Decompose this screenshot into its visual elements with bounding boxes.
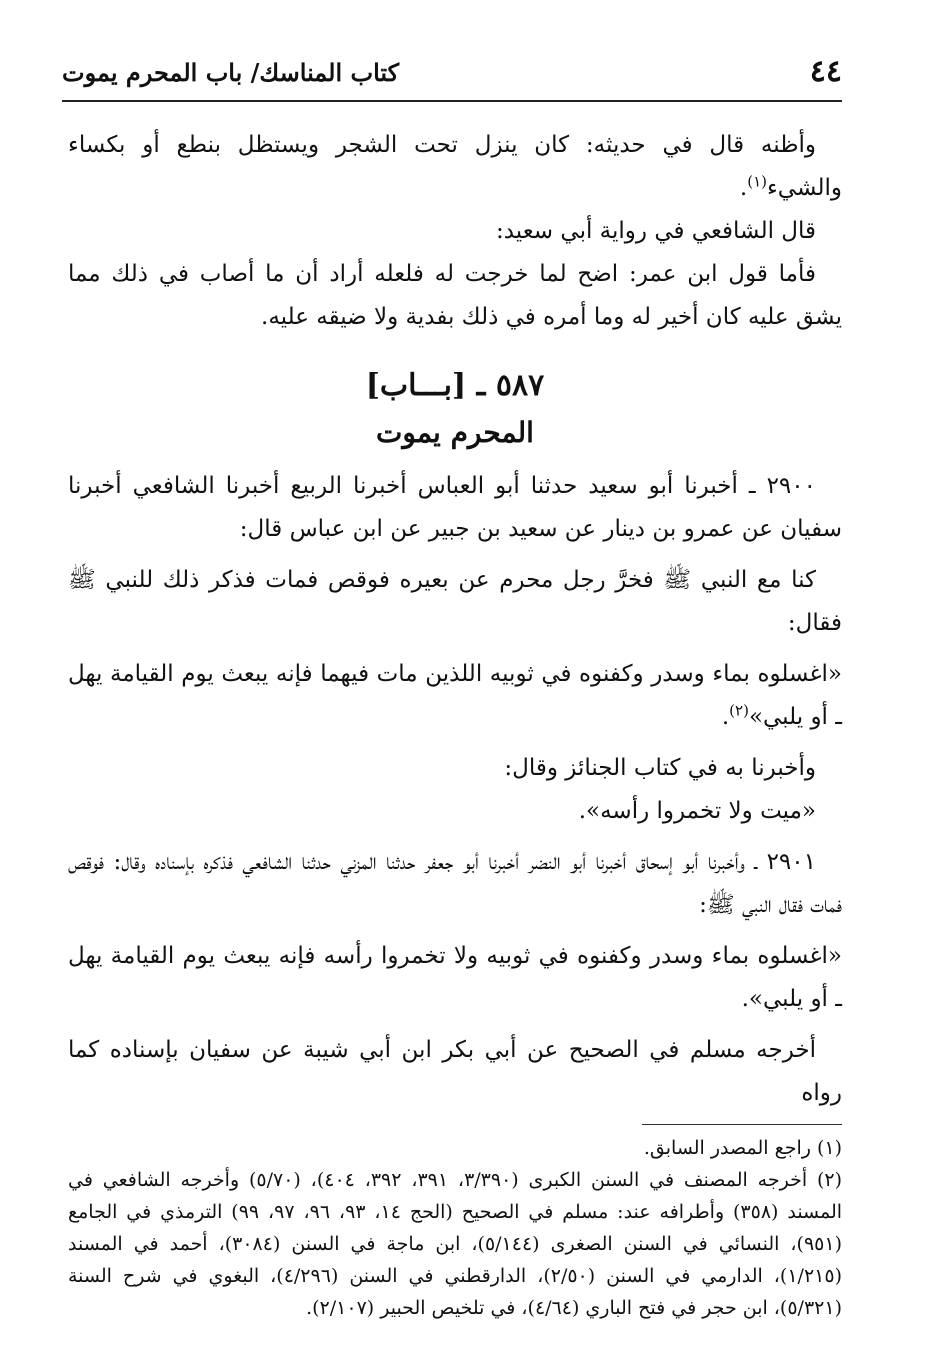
main-text: [68, 124, 842, 1115]
footnote-ref-1: (١): [747, 172, 767, 191]
chapter-title: المحرم يموت: [376, 416, 534, 449]
footnote-1: (١) راجع المصدر السابق.: [643, 1137, 842, 1159]
hadith-2901-isnad: ٢٩٠١ ـ وأخبرنا أبو إسحاق أخبرنا أبو النضر أخبرنا أبو جعفر حدثنا المزني حدثنا الشافعي فذكره بإسناده وقال: فوقص فمات فقال النبي ﷺ:: [68, 849, 842, 918]
chapter-number: ٥٨٧ ـ [بـــاب]: [365, 368, 545, 403]
page-header: [62, 50, 842, 102]
hadith-2900-janaiz-quote: «ميت ولا تخمروا رأسه».: [578, 798, 816, 824]
footnote-divider: [642, 1124, 842, 1125]
paragraph-abi-said: قال الشافعي في رواية أبي سعيد:: [495, 218, 816, 244]
hadith-2900-janaiz-intro: وأخبرنا به في كتاب الجنائز وقال:: [504, 755, 816, 781]
paragraph-ibn-umar: فأما قول ابن عمر: اضح لما خرجت له فلعله أراد أن ما أصاب في ذلك مما يشق عليه كان أخير له وما أمره في ذلك بفدية ولا ضيقه عليه.: [68, 261, 842, 330]
paragraph-shafii-narration: وأظنه قال في حديثه: كان ينزل تحت الشجر ويستظل بنطع أو بكساء والشيء$^{(١)}$.: [68, 132, 842, 201]
hadith-2900-matn: كنا مع النبي ﷺ فخرَّ رجل محرم عن بعيره فوقص فمات فذكر ذلك للنبي ﷺ فقال:: [68, 567, 842, 636]
page-number: ٤٤: [809, 54, 842, 89]
hadith-2900-isnad: ٢٩٠٠ ـ أخبرنا أبو سعيد حدثنا أبو العباس أخبرنا الربيع أخبرنا الشافعي أخبرنا سفيان عن عمرو بن دينار عن سعيد بن جبير عن ابن عباس قال:: [68, 473, 842, 542]
hadith-2900-quote: «اغسلوه بماء وسدر وكفنوه في ثوبيه اللذين مات فيهما فإنه يبعث يوم القيامة يهل ـ أو يلبي»$^{(٢)}$.: [68, 661, 842, 730]
footnote-2: (٢) أخرجه المصنف في السنن الكبرى (٣/٣٩٠، ٣٩١، ٣٩٢، ٤٠٤)، (٥/٧٠) وأخرجه الشافعي في المسند (٣٥٨) وأطرافه عند: مسلم في الصحيح (الحج ١٤، ٩٣، ٩٦، ٩٧، ٩٩) الترمذي في الجامع (٩٥١)، النسائي في السنن الصغرى (٥/١٤٤)، ابن ماجة في السنن (٣٠٨٤)، أحمد في المسند (١/٢١٥)، الدارمي في السنن (٢/٥٠)، الدارقطني في السنن (٤/٢٩٦)، البغوي في شرح السنة (٥/٣٢١)، ابن حجر في فتح الباري (٤/٦٤)، في تلخيص الحبير (٢/١٠٧).: [68, 1169, 843, 1319]
hadith-2901-takhrij: أخرجه مسلم في الصحيح عن أبي بكر ابن أبي شيبة عن سفيان بإسناده كما رواه: [68, 1037, 842, 1106]
hadith-2901-quote: «اغسلوه بماء وسدر وكفنوه في ثوبيه ولا تخمروا رأسه فإنه يبعث يوم القيامة يهل ـ أو يلبي».: [68, 943, 842, 1012]
footnotes: [68, 1132, 842, 1324]
footnote-ref-2: (٢): [729, 701, 749, 720]
running-title: كتاب المناسك/ باب المحرم يموت: [62, 58, 400, 87]
